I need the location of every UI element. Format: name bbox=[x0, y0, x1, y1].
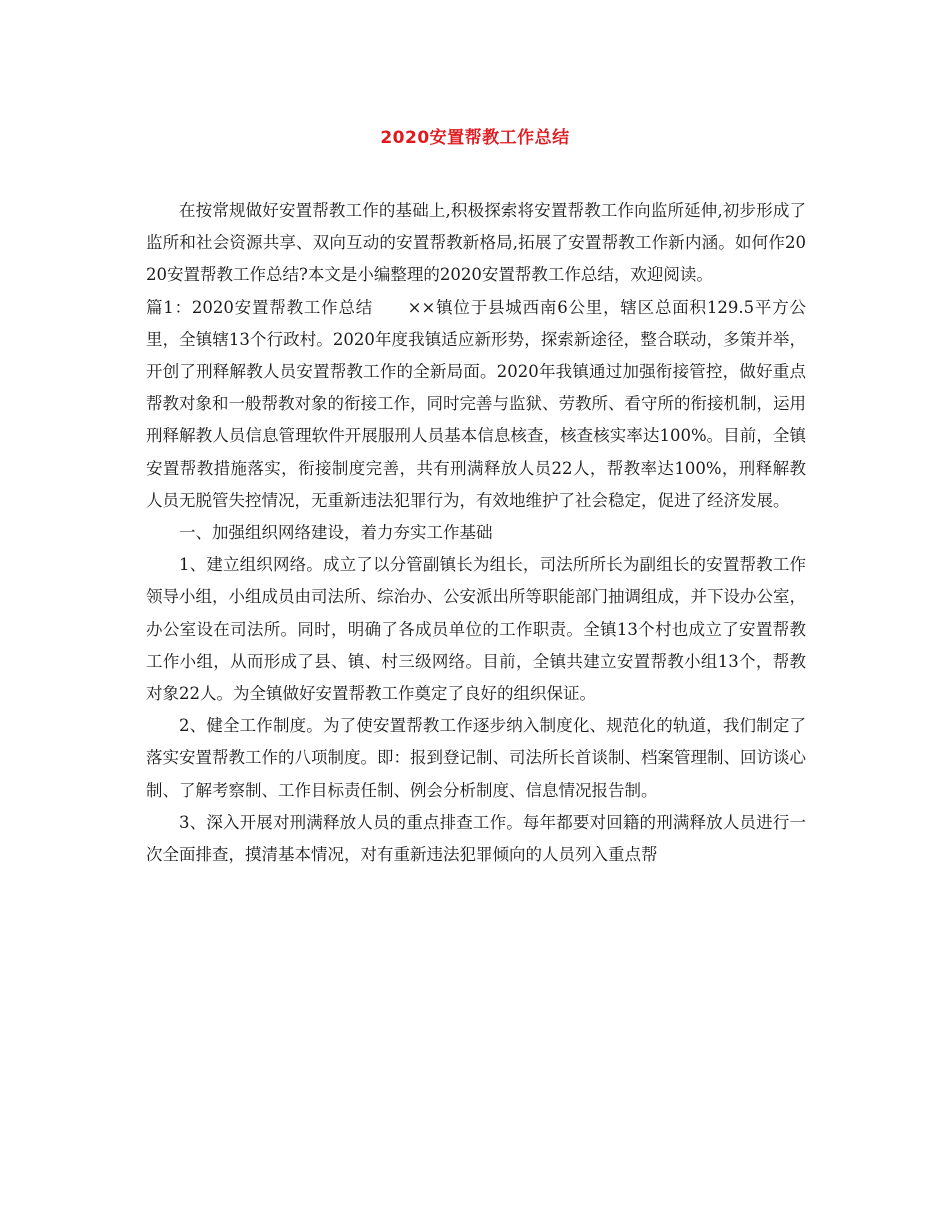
paragraph-chapter-1: 篇1：2020安置帮教工作总结 ××镇位于县城西南6公里，辖区总面积129.5平方公里，全镇辖13个行政村。2020年度我镇适应新形势，探索新途径，整合联动，多策并举，开创了刑释解教人员安置帮教工作的全新局面。2020年我镇通过加强衔接管控，做好重点帮教对象和一般帮教对象的衔接工作，同时完善与监狱、劳教所、看守所的衔接机制，运用刑释解教人员信息管理软件开展服刑人员基本信息核查，核查核实率达100%。目前，全镇安置帮教措施落实，衔接制度完善，共有刑满释放人员22人，帮教率达100%，刑释解教人员无脱管失控情况，无重新违法犯罪行为，有效地维护了社会稳定，促进了经济发展。 bbox=[146, 297, 806, 510]
paragraph-item-3: 3、深入开展对刑满释放人员的重点排查工作。每年都要对回籍的刑满释放人员进行一次全面排查，摸清基本情况，对有重新违法犯罪倾向的人员列入重点帮 bbox=[146, 812, 806, 865]
document-body bbox=[146, 195, 806, 871]
paragraph-intro: 在按常规做好安置帮教工作的基础上,积极探索将安置帮教工作向监所延伸,初步形成了监所和社会资源共享、双向互动的安置帮教新格局,拓展了安置帮教工作新内涵。如何作2020安置帮教工作总结?本文是小编整理的2020安置帮教工作总结，欢迎阅读。 bbox=[146, 201, 806, 285]
paragraph-item-1: 1、建立组织网络。成立了以分管副镇长为组长，司法所所长为副组长的安置帮教工作领导小组，小组成员由司法所、综治办、公安派出所等职能部门抽调组成，并下设办公室，办公室设在司法所。同时，明确了各成员单位的工作职责。全镇13个村也成立了安置帮教工作小组，从而形成了县、镇、村三级网络。目前，全镇共建立安置帮教小组13个，帮教对象22人。为全镇做好安置帮教工作奠定了良好的组织保证。 bbox=[146, 555, 806, 704]
paragraph-item-2: 2、健全工作制度。为了使安置帮教工作逐步纳入制度化、规范化的轨道，我们制定了落实安置帮教工作的八项制度。即：报到登记制、司法所长首谈制、档案管理制、回访谈心制、了解考察制、工作目标责任制、例会分析制度、信息情况报告制。 bbox=[146, 716, 806, 800]
section-heading-1: 一、加强组织网络建设，着力夯实工作基础 bbox=[179, 523, 493, 543]
document-title: 2020安置帮教工作总结 bbox=[380, 128, 570, 148]
